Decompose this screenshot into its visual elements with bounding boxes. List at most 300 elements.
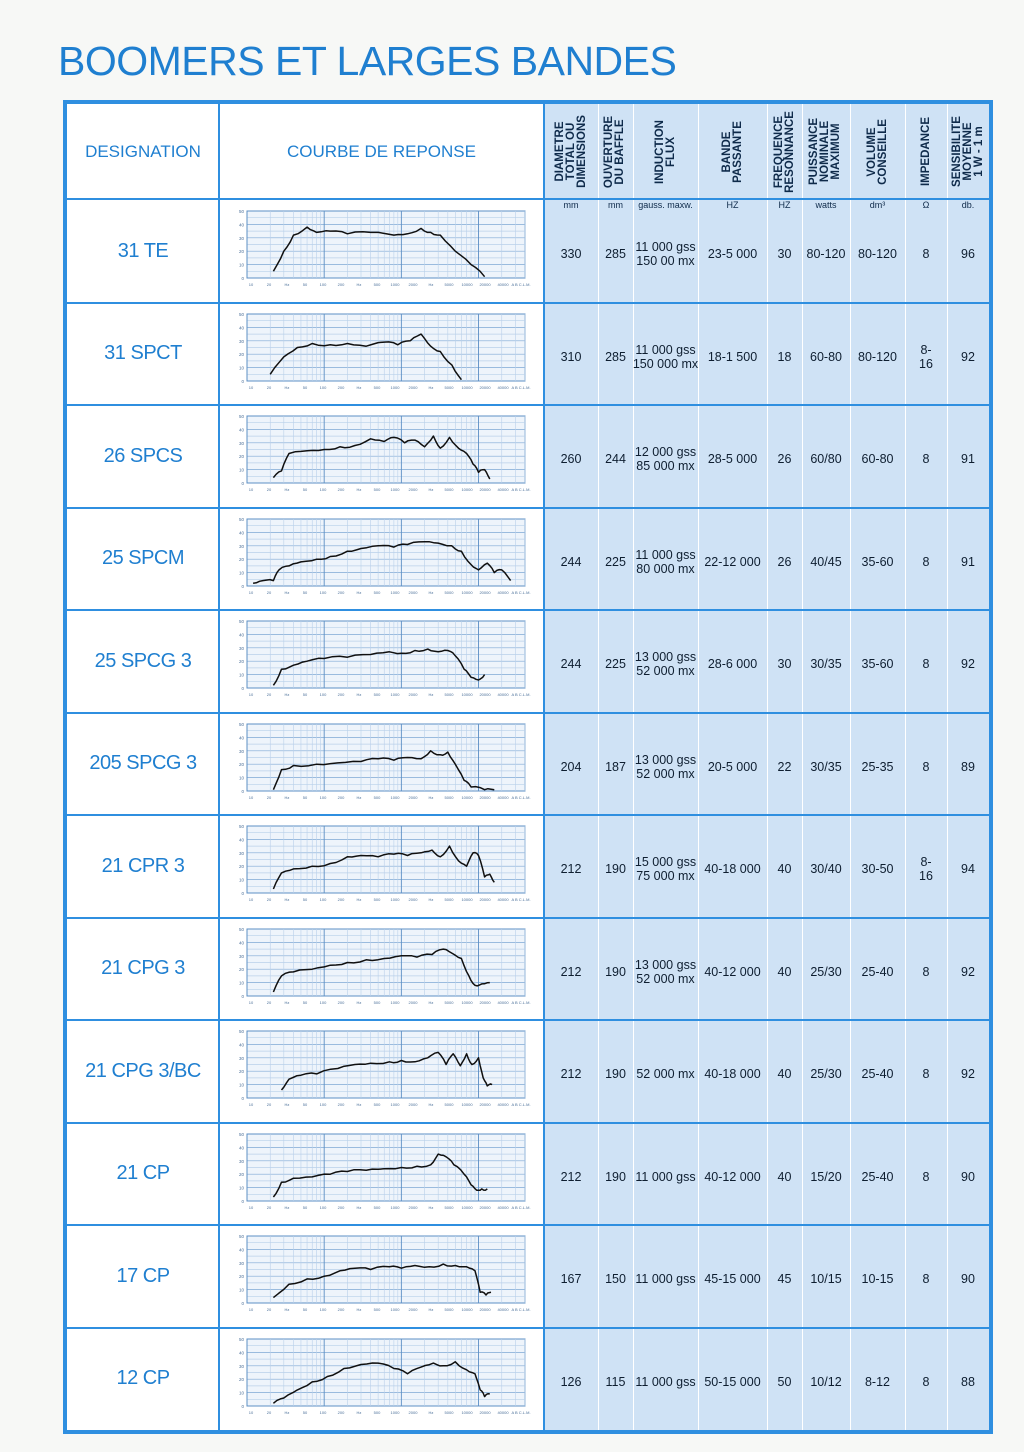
cell-induction: 52 000 mx: [636, 1067, 695, 1082]
cell-freq: 22: [777, 759, 792, 774]
speaker-designation: 26 SPCS: [103, 444, 183, 467]
cell-puissance: 30/35: [810, 759, 842, 774]
chart-x-tick-label: 100: [319, 1409, 327, 1415]
cell-sensibilite: 91: [961, 554, 975, 569]
chart-y-tick-label: 50: [238, 1234, 244, 1239]
column-header-diametre: [544, 104, 598, 199]
cell-ouverture: 190: [605, 1169, 626, 1184]
cell-induction: 11 000 gss: [635, 1272, 696, 1287]
cell-sensibilite: 88: [961, 1374, 975, 1389]
cell-volume: 30-50: [861, 862, 894, 877]
chart-y-tick-label: 20: [238, 1069, 244, 1075]
column-unit: db.: [961, 200, 975, 210]
cell-volume: 80-120: [858, 349, 897, 364]
cell-sensibilite: 92: [961, 964, 975, 979]
cell-impedance: 8: [922, 1374, 930, 1389]
column-unit: gauss. maxw.: [638, 200, 693, 210]
chart-x-tick-label: A B C.L.M.: [511, 1409, 531, 1415]
chart-y-tick-label: 30: [238, 953, 244, 959]
column-header-label: PUISSANCE NOMINALE MAXIMUM: [808, 117, 843, 186]
chart-x-tick-label: 100: [319, 1307, 327, 1312]
chart-x-tick-label: A B C.L.M.: [511, 589, 531, 595]
chart-x-tick-label: 2000: [408, 1204, 418, 1210]
cell-freq: 40: [777, 1067, 792, 1082]
page-title: BOOMERS ET LARGES BANDES: [58, 38, 677, 84]
chart-y-tick-label: 40: [238, 939, 244, 945]
chart-x-tick-label: 10: [248, 1409, 254, 1415]
chart-x-tick-label: 20: [266, 589, 272, 595]
chart-x-tick-label: Hz: [356, 589, 362, 595]
cell-volume: 35-60: [861, 657, 894, 672]
chart-x-tick-label: Hz: [428, 1204, 434, 1210]
chart-x-tick-label: 20: [266, 1409, 272, 1415]
cell-freq: 30: [777, 247, 792, 262]
chart-x-tick-label: 20: [266, 794, 272, 800]
column-header-label: OUVERTURE DU BAFFLE: [603, 115, 627, 188]
chart-x-tick-label: 200: [337, 794, 345, 800]
cell-induction: 11 000 gss: [635, 1374, 696, 1389]
chart-y-tick-label: 30: [238, 1158, 244, 1164]
chart-x-tick-label: A B C.L.M.: [511, 1204, 531, 1210]
chart-x-tick-label: 5000: [444, 487, 454, 492]
chart-x-tick-label: 10: [248, 897, 254, 902]
cell-impedance: 8: [922, 452, 930, 467]
response-curve-svg: [227, 1026, 535, 1112]
response-curve-svg: [227, 206, 535, 292]
chart-x-tick-label: 20000: [479, 692, 491, 697]
cell-induction: 11 000 gss 150 000 mx: [632, 342, 699, 371]
chart-x-tick-label: 40000: [497, 487, 509, 492]
chart-x-tick-label: Hz: [428, 692, 434, 697]
chart-x-tick-label: Hz: [356, 1204, 362, 1210]
chart-x-tick-label: Hz: [428, 999, 434, 1005]
cell-diametre: 204: [560, 759, 582, 774]
chart-x-tick-label: 10: [248, 794, 254, 800]
cell-freq: 18: [777, 349, 792, 364]
chart-x-tick-label: 1000: [390, 1307, 400, 1312]
chart-y-tick-label: 30: [238, 235, 244, 241]
cell-impedance: 8- 16: [919, 342, 933, 371]
chart-y-tick-label: 20: [238, 351, 244, 357]
chart-x-tick-label: Hz: [428, 897, 434, 902]
chart-y-tick-label: 0: [241, 788, 244, 794]
response-curve-chart: [227, 1129, 535, 1215]
cell-diametre: 212: [560, 1169, 582, 1184]
chart-y-tick-label: 0: [241, 1198, 244, 1204]
cell-puissance: 30/35: [810, 657, 842, 672]
chart-x-tick-label: 10: [248, 384, 254, 390]
chart-x-tick-label: 1000: [390, 487, 400, 492]
cell-ouverture: 150: [605, 1272, 626, 1287]
chart-y-tick-label: 10: [238, 980, 244, 986]
chart-x-tick-label: 10: [248, 1307, 254, 1312]
cell-volume: 25-40: [861, 1169, 894, 1184]
cell-ouverture: 244: [605, 452, 626, 467]
cell-induction: 13 000 gss 52 000 mx: [634, 752, 697, 781]
chart-x-tick-label: 2000: [408, 282, 418, 287]
chart-x-tick-label: 500: [373, 487, 381, 492]
response-curve-chart: [227, 411, 535, 497]
chart-x-tick-label: 5000: [444, 1409, 454, 1415]
column-unit: watts: [815, 200, 837, 210]
cell-bande: 20-5 000: [707, 759, 758, 774]
chart-x-tick-label: 20: [266, 1307, 272, 1312]
cell-freq: 26: [777, 452, 792, 467]
chart-y-tick-label: 40: [238, 324, 244, 330]
chart-y-tick-label: 50: [238, 619, 244, 624]
chart-x-tick-label: 500: [373, 384, 381, 390]
chart-x-tick-label: 20000: [479, 487, 491, 492]
response-curve-chart: [227, 309, 535, 395]
chart-x-tick-label: 2000: [408, 692, 418, 697]
response-curve-svg: [227, 924, 535, 1010]
chart-x-tick-label: 200: [337, 1409, 345, 1415]
chart-x-tick-label: 5000: [444, 384, 454, 390]
chart-x-tick-label: 5000: [444, 589, 454, 595]
chart-x-tick-label: 2000: [408, 384, 418, 390]
cell-bande: 40-18 000: [704, 862, 761, 877]
chart-x-tick-label: 1000: [390, 384, 400, 390]
chart-x-tick-label: 1000: [390, 794, 400, 800]
chart-y-tick-label: 10: [238, 775, 244, 781]
cell-volume: 60-80: [861, 452, 894, 467]
cell-puissance: 60/80: [810, 452, 842, 467]
cell-impedance: 8: [922, 657, 930, 672]
chart-y-tick-label: 50: [238, 516, 244, 522]
cell-impedance: 8: [922, 759, 930, 774]
column-header-label: FREQUENCE RESONNANCE: [772, 110, 796, 193]
speaker-designation: 31 TE: [117, 239, 169, 262]
cell-puissance: 25/30: [810, 1067, 842, 1082]
chart-y-tick-label: 20: [238, 454, 244, 460]
chart-y-tick-label: 40: [238, 1144, 244, 1150]
chart-y-tick-label: 30: [238, 338, 244, 344]
cell-diametre: 212: [560, 1067, 582, 1082]
chart-x-tick-label: 40000: [497, 384, 509, 390]
chart-x-tick-label: 2000: [408, 589, 418, 595]
chart-x-tick-label: Hz: [284, 1204, 290, 1210]
chart-y-tick-label: 0: [241, 686, 244, 691]
chart-x-tick-label: 20: [266, 282, 272, 287]
chart-x-tick-label: 500: [373, 692, 381, 697]
chart-x-tick-label: 200: [337, 692, 345, 697]
chart-x-tick-label: A B C.L.M.: [511, 794, 531, 800]
column-unit: HZ: [726, 200, 739, 210]
column-header-label: SENSIBILITE MOYENNE 1 W - 1 m: [950, 116, 985, 187]
cell-puissance: 30/40: [810, 862, 842, 877]
chart-x-tick-label: Hz: [284, 1307, 290, 1312]
column-unit: Ω: [922, 200, 930, 210]
cell-bande: 18-1 500: [707, 349, 758, 364]
chart-x-tick-label: 10: [248, 692, 254, 697]
column-header-label: IMPEDANCE: [919, 116, 932, 187]
response-curve-chart: [227, 719, 535, 805]
cell-diametre: 244: [560, 554, 582, 569]
chart-x-tick-label: Hz: [428, 487, 434, 492]
chart-x-tick-label: 10000: [461, 1307, 473, 1312]
chart-y-tick-label: 30: [238, 748, 244, 754]
response-curve-svg: [227, 1334, 535, 1420]
chart-x-tick-label: 200: [337, 897, 345, 902]
chart-y-tick-label: 30: [238, 1363, 244, 1369]
cell-puissance: 60-80: [810, 349, 842, 364]
chart-x-tick-label: 20000: [479, 1102, 491, 1107]
chart-x-tick-label: 5000: [444, 692, 454, 697]
cell-bande: 40-12 000: [704, 964, 761, 979]
chart-y-tick-label: 10: [238, 1082, 244, 1088]
chart-y-tick-label: 0: [241, 993, 244, 999]
cell-impedance: 8: [922, 554, 930, 569]
designation-header: DESIGNATION: [85, 141, 201, 161]
chart-x-tick-label: 20: [266, 999, 272, 1005]
chart-y-tick-label: 50: [238, 414, 244, 419]
chart-x-tick-label: 20: [266, 897, 272, 902]
chart-x-tick-label: 20000: [479, 897, 491, 902]
chart-x-tick-label: 20: [266, 384, 272, 390]
speaker-designation: 17 CP: [116, 1264, 170, 1287]
chart-x-tick-label: 200: [337, 487, 345, 492]
cell-diametre: 330: [560, 247, 582, 262]
chart-x-tick-label: 50: [302, 1204, 308, 1210]
chart-x-tick-label: 20000: [479, 589, 491, 595]
chart-y-tick-label: 40: [238, 529, 244, 535]
chart-x-tick-label: 10: [248, 282, 254, 287]
chart-x-tick-label: 50: [302, 282, 308, 287]
chart-x-tick-label: 50: [302, 1409, 308, 1415]
chart-x-tick-label: Hz: [356, 692, 362, 697]
chart-x-tick-label: 20: [266, 1102, 272, 1107]
chart-x-tick-label: A B C.L.M.: [511, 897, 531, 902]
cell-bande: 45-15 000: [704, 1272, 761, 1287]
cell-impedance: 8: [922, 247, 930, 262]
chart-x-tick-label: 20000: [479, 384, 491, 390]
chart-x-tick-label: 200: [337, 282, 345, 287]
chart-x-tick-label: Hz: [356, 487, 362, 492]
chart-x-tick-label: 5000: [444, 897, 454, 902]
cell-induction: 11 000 gss 150 00 mx: [635, 240, 696, 269]
chart-x-tick-label: 20000: [479, 1409, 491, 1415]
chart-y-tick-label: 40: [238, 632, 244, 638]
chart-y-tick-label: 10: [238, 1287, 244, 1293]
chart-y-tick-label: 20: [238, 1171, 244, 1177]
courbe-header: COURBE DE REPONSE: [287, 141, 476, 161]
chart-x-tick-label: 40000: [497, 1204, 509, 1210]
chart-x-tick-label: Hz: [356, 384, 362, 390]
cell-sensibilite: 92: [961, 1067, 975, 1082]
cell-volume: 25-40: [861, 1067, 894, 1082]
cell-freq: 40: [777, 964, 792, 979]
response-curve-chart: [227, 1231, 535, 1317]
chart-x-tick-label: A B C.L.M.: [511, 999, 531, 1005]
chart-x-tick-label: 500: [373, 1102, 381, 1107]
spec-table: [63, 100, 993, 1434]
cell-freq: 30: [777, 657, 792, 672]
column-header-impedance: [905, 104, 947, 199]
chart-x-tick-label: 1000: [390, 999, 400, 1005]
cell-puissance: 25/30: [810, 964, 842, 979]
response-curve-chart: [227, 1334, 535, 1420]
cell-sensibilite: 96: [961, 247, 975, 262]
cell-diametre: 212: [560, 862, 582, 877]
chart-x-tick-label: 40000: [497, 999, 509, 1005]
cell-freq: 40: [777, 862, 792, 877]
cell-induction: 15 000 gss 75 000 mx: [634, 855, 697, 884]
cell-volume: 80-120: [858, 247, 897, 262]
chart-x-tick-label: A B C.L.M.: [511, 282, 531, 287]
chart-x-tick-label: 500: [373, 282, 381, 287]
chart-y-tick-label: 10: [238, 570, 244, 576]
chart-x-tick-label: A B C.L.M.: [511, 1102, 531, 1107]
chart-x-tick-label: Hz: [284, 384, 290, 390]
cell-puissance: 15/20: [810, 1169, 842, 1184]
chart-x-tick-label: Hz: [428, 384, 434, 390]
chart-x-tick-label: A B C.L.M.: [511, 692, 531, 697]
chart-x-tick-label: 5000: [444, 1102, 454, 1107]
chart-x-tick-label: 100: [319, 1102, 327, 1107]
chart-x-tick-label: 100: [319, 794, 327, 800]
chart-x-tick-label: Hz: [428, 1102, 434, 1107]
chart-x-tick-label: 100: [319, 282, 327, 287]
cell-diametre: 260: [560, 452, 582, 467]
chart-x-tick-label: A B C.L.M.: [511, 384, 531, 390]
chart-x-tick-label: Hz: [356, 1307, 362, 1312]
response-curve-chart: [227, 514, 535, 600]
cell-diametre: 244: [560, 657, 582, 672]
chart-y-tick-label: 20: [238, 761, 244, 767]
speaker-designation: 12 CP: [116, 1367, 170, 1390]
column-header-puissance: [802, 104, 850, 199]
column-header-induction: [633, 104, 698, 199]
chart-x-tick-label: 10: [248, 999, 254, 1005]
cell-induction: 11 000 gss: [635, 1169, 696, 1184]
chart-x-tick-label: 50: [302, 692, 308, 697]
chart-x-tick-label: 500: [373, 1409, 381, 1415]
chart-x-tick-label: 10: [248, 589, 254, 595]
chart-x-tick-label: 200: [337, 589, 345, 595]
chart-x-tick-label: 10: [248, 1204, 254, 1210]
speaker-designation: 21 CPG 3/BC: [85, 1059, 201, 1082]
cell-bande: 22-12 000: [704, 554, 761, 569]
chart-x-tick-label: 1000: [390, 897, 400, 902]
chart-x-tick-label: Hz: [284, 487, 290, 492]
cell-sensibilite: 91: [961, 452, 975, 467]
chart-y-tick-label: 10: [238, 262, 244, 268]
column-unit: HZ: [778, 200, 791, 210]
column-header-sensibilite: [947, 104, 989, 199]
chart-x-tick-label: 20000: [479, 282, 491, 287]
cell-puissance: 40/45: [810, 554, 842, 569]
chart-x-tick-label: 200: [337, 1102, 345, 1107]
chart-x-tick-label: Hz: [284, 999, 290, 1005]
chart-y-tick-label: 30: [238, 645, 244, 651]
chart-x-tick-label: 10000: [461, 794, 473, 800]
chart-x-tick-label: 500: [373, 1307, 381, 1312]
cell-ouverture: 190: [605, 862, 626, 877]
chart-x-tick-label: A B C.L.M.: [511, 487, 531, 492]
cell-impedance: 8: [922, 1169, 930, 1184]
speaker-designation: 21 CPG 3: [101, 957, 185, 980]
chart-y-tick-label: 0: [241, 1301, 244, 1306]
cell-induction: 12 000 gss 85 000 mx: [634, 445, 697, 474]
chart-x-tick-label: 500: [373, 897, 381, 902]
chart-x-tick-label: Hz: [284, 1102, 290, 1107]
chart-y-tick-label: 0: [241, 891, 244, 896]
chart-y-tick-label: 10: [238, 672, 244, 678]
cell-induction: 13 000 gss 52 000 mx: [634, 650, 697, 679]
cell-volume: 25-35: [861, 759, 894, 774]
response-curve-chart: [227, 206, 535, 292]
chart-x-tick-label: 5000: [444, 282, 454, 287]
chart-y-tick-label: 50: [238, 1336, 244, 1342]
chart-x-tick-label: 5000: [444, 794, 454, 800]
chart-y-tick-label: 50: [238, 209, 244, 214]
chart-x-tick-label: 10: [248, 1102, 254, 1107]
speaker-designation: 25 SPCM: [101, 547, 185, 570]
cell-diametre: 167: [560, 1272, 582, 1287]
chart-x-tick-label: 500: [373, 1204, 381, 1210]
chart-x-tick-label: 1000: [390, 1102, 400, 1107]
chart-x-tick-label: 50: [302, 487, 308, 492]
chart-y-tick-label: 20: [238, 249, 244, 255]
response-curve-svg: [227, 411, 535, 497]
chart-x-tick-label: 50: [302, 897, 308, 902]
chart-x-tick-label: 200: [337, 1307, 345, 1312]
chart-x-tick-label: 500: [373, 794, 381, 800]
chart-x-tick-label: 5000: [444, 1204, 454, 1210]
chart-x-tick-label: 40000: [497, 1307, 509, 1312]
chart-x-tick-label: 40000: [497, 589, 509, 595]
cell-impedance: 8: [922, 1272, 930, 1287]
chart-y-tick-label: 50: [238, 1029, 244, 1034]
chart-x-tick-label: A B C.L.M.: [511, 1307, 531, 1312]
speaker-designation: 21 CPR 3: [101, 854, 185, 877]
chart-y-tick-label: 0: [241, 481, 244, 486]
cell-puissance: 10/12: [810, 1374, 842, 1389]
cell-ouverture: 115: [605, 1374, 626, 1389]
chart-y-tick-label: 10: [238, 877, 244, 883]
speaker-designation: 205 SPCG 3: [89, 752, 197, 775]
chart-x-tick-label: 50: [302, 1307, 308, 1312]
chart-y-tick-label: 20: [238, 659, 244, 665]
chart-x-tick-label: 100: [319, 692, 327, 697]
chart-x-tick-label: 500: [373, 999, 381, 1005]
column-header-volume: [850, 104, 905, 199]
chart-x-tick-label: 20: [266, 487, 272, 492]
response-curve-svg: [227, 514, 535, 600]
chart-y-tick-label: 20: [238, 1376, 244, 1382]
cell-bande: 28-5 000: [707, 452, 758, 467]
chart-x-tick-label: 40000: [497, 794, 509, 800]
cell-bande: 23-5 000: [707, 247, 758, 262]
chart-x-tick-label: 2000: [408, 1307, 418, 1312]
chart-y-tick-label: 30: [238, 1055, 244, 1061]
chart-x-tick-label: Hz: [356, 794, 362, 800]
chart-x-tick-label: 50: [302, 589, 308, 595]
chart-x-tick-label: 10000: [461, 897, 473, 902]
chart-x-tick-label: 100: [319, 487, 327, 492]
chart-y-tick-label: 10: [238, 1185, 244, 1191]
cell-impedance: 8: [922, 964, 930, 979]
chart-x-tick-label: 100: [319, 384, 327, 390]
cell-bande: 40-18 000: [704, 1067, 761, 1082]
chart-x-tick-label: 40000: [497, 692, 509, 697]
chart-x-tick-label: 200: [337, 999, 345, 1005]
chart-y-tick-label: 40: [238, 1042, 244, 1048]
response-curve-svg: [227, 821, 535, 907]
chart-x-tick-label: 100: [319, 897, 327, 902]
chart-y-tick-label: 0: [241, 1096, 244, 1101]
chart-x-tick-label: 10: [248, 487, 254, 492]
